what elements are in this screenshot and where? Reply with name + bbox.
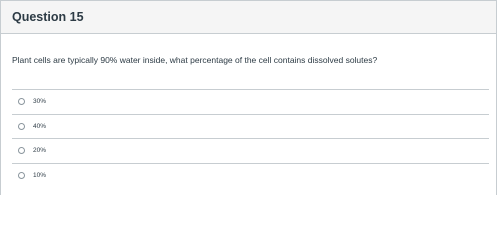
question-header	[1, 1, 496, 34]
answer-label: 30%	[33, 98, 47, 106]
answer-label: 20%	[33, 147, 47, 155]
answer-list	[12, 89, 489, 187]
radio-button[interactable]	[18, 172, 25, 179]
answer-option-40[interactable]	[12, 114, 489, 139]
answer-option-10[interactable]	[12, 163, 489, 188]
answer-label: 10%	[33, 171, 47, 179]
radio-button[interactable]	[18, 98, 25, 105]
radio-button[interactable]	[18, 123, 25, 130]
question-title: Question 15	[12, 10, 84, 24]
answer-option-20[interactable]	[12, 138, 489, 163]
answer-label: 40%	[33, 122, 47, 130]
question-text: Plant cells are typically 90% water inside, what percentage of the cell contains dissolved solutes?	[12, 55, 378, 65]
answer-option-30[interactable]	[12, 89, 489, 114]
radio-button[interactable]	[18, 147, 25, 154]
